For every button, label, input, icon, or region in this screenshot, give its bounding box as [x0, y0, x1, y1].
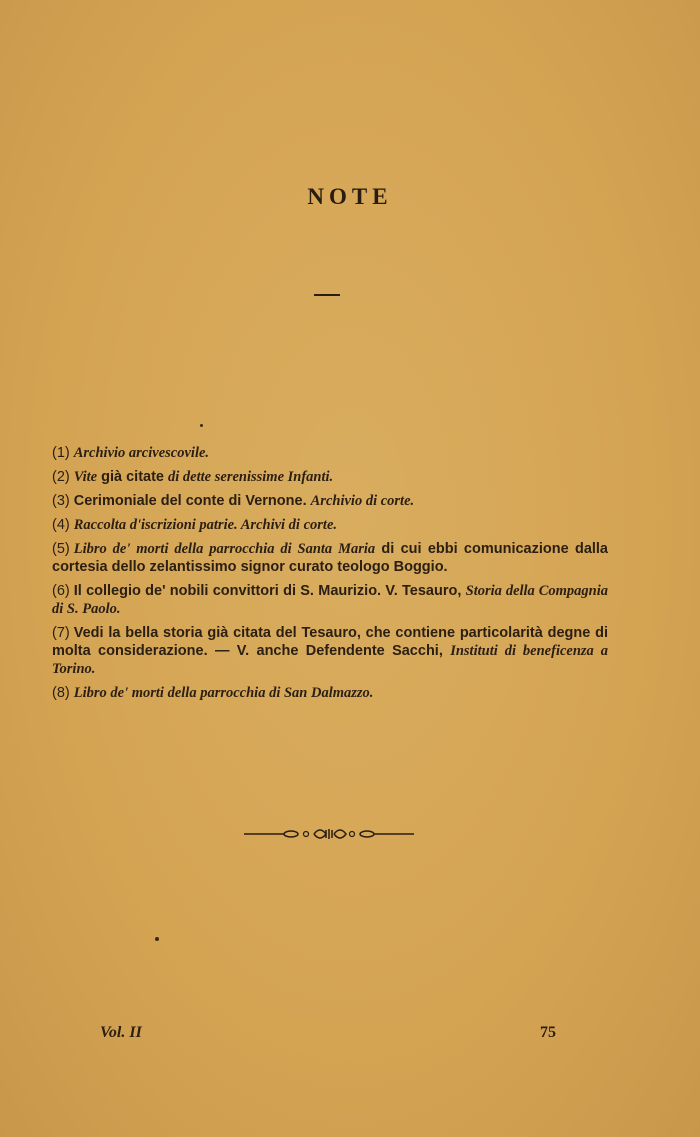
note-text: Vedi la bella storia già citata del Tesauro, che contiene particolarità degne di molta considerazione. — V. anche Defendente Sacchi,: [52, 625, 608, 659]
note-italic-text: di dette serenissime Infanti.: [168, 469, 334, 485]
note-number: (5): [52, 541, 70, 557]
note-item: [52, 516, 608, 534]
note-item: [52, 468, 608, 486]
note-number: (8): [52, 685, 70, 701]
ornament-divider: [244, 826, 414, 842]
volume-label: Vol. II: [100, 1024, 142, 1041]
note-italic-text: Libro de' morti della parrocchia di Santa Maria: [73, 541, 376, 557]
note-number: (6): [52, 583, 70, 599]
note-number: (7): [52, 625, 70, 641]
note-number: (1): [52, 445, 70, 461]
note-text: Il collegio de' nobili convittori di S. Maurizio. V. Tesauro,: [73, 583, 466, 599]
note-text: di cui ebbi comunicazione dalla cortesia dello zelantissimo signor curato teologo Boggio.: [52, 541, 609, 575]
note-item: [52, 582, 608, 618]
note-italic-text: Storia della Compagnia di S. Paolo.: [52, 583, 608, 617]
page-footer: [0, 1024, 700, 1048]
note-italic-text: Archivio arcivescovile.: [73, 445, 210, 461]
ink-speck: [200, 424, 203, 427]
page-number: 75: [540, 1024, 556, 1041]
ink-speck: [155, 937, 159, 941]
note-item: [52, 624, 608, 678]
note-item: [52, 684, 608, 702]
note-italic-text: Archivio di corte.: [310, 493, 415, 509]
note-text: Cerimoniale del conte di Vernone.: [73, 493, 311, 509]
note-item: [52, 444, 608, 462]
note-item: [52, 540, 608, 576]
note-italic-text: Instituti di beneficenza a Torino.: [52, 643, 608, 677]
note-number: (2): [52, 469, 70, 485]
note-italic-text: Vite: [73, 469, 98, 485]
note-text: già citate: [97, 469, 169, 485]
note-item: [52, 492, 608, 510]
note-number: (4): [52, 517, 70, 533]
page-title: NOTE: [307, 184, 393, 209]
note-italic-text: Libro de' morti della parrocchia di San Dalmazzo.: [73, 685, 374, 701]
note-italic-text: Raccolta d'iscrizioni patrie. Archivi di corte.: [73, 517, 338, 533]
note-number: (3): [52, 493, 70, 509]
title-rule: [314, 294, 340, 296]
notes-list: [52, 444, 608, 708]
